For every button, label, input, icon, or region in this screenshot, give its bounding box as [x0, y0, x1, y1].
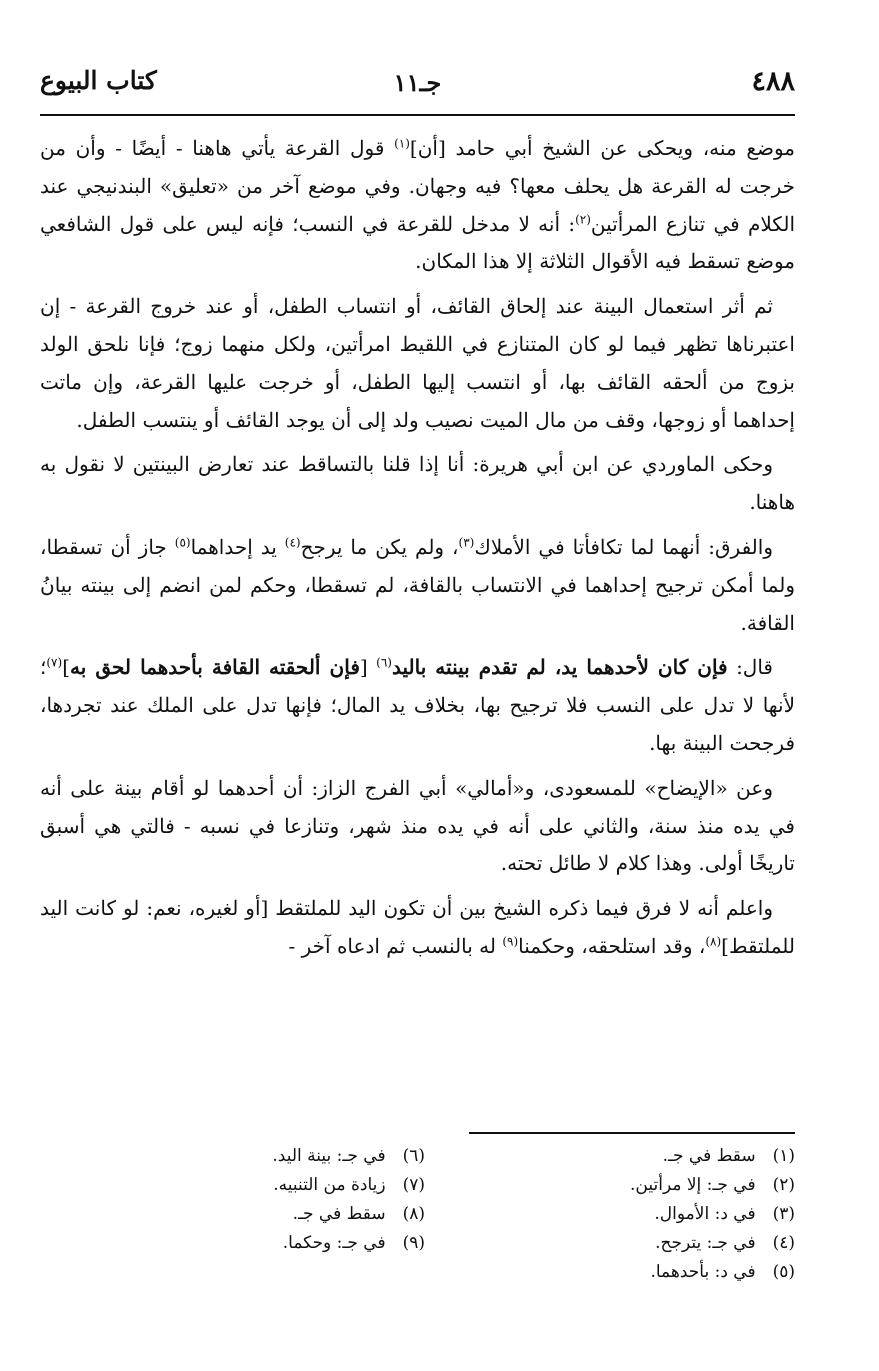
footnote-5: [455, 1258, 795, 1287]
footnote-number: (٧): [402, 1175, 425, 1195]
text-run: قول القرعة يأتي هاهنا - أيضًا - وأن من خرجت له القرعة هل يحلف معها؟ فيه وجهان. وفي موضع آخر من «تعليق» البندنيجي عند الكلام في تنازع المرأتين: [40, 136, 795, 236]
footnote-ref-7: (٧): [46, 655, 63, 670]
footnote-text: في د: الأموال.: [654, 1204, 756, 1224]
footnote-number: (٦): [402, 1146, 425, 1166]
footnote-ref-3: (٣): [458, 535, 475, 550]
matn-bold-1: فإن كان لأحدهما يد، لم تقدم بينته باليد: [391, 655, 728, 680]
footnote-rule: [469, 1132, 795, 1134]
footnotes-column-right: [455, 1142, 795, 1287]
footnote-number: (٥): [772, 1262, 795, 1282]
text-run: [: [359, 655, 377, 680]
footnote-4: [455, 1229, 795, 1258]
footnote-text: في جـ: بينة اليد.: [272, 1146, 386, 1166]
footnote-ref-4: (٤): [284, 535, 301, 550]
page-number: ٤٨٨: [751, 66, 795, 97]
text-run: جاز أن تسقطا، ولما أمكن ترجيح إحداهما في الانتساب بالقافة، لم تسقطا، وحكم لمن انضم إلى بينته بيانُ القافة.: [40, 534, 795, 635]
main-text: [40, 130, 795, 973]
volume-number: جـ١١: [393, 68, 442, 97]
page-header: [40, 62, 795, 104]
footnote-text: في جـ: وحكما.: [282, 1233, 386, 1253]
footnote-ref-1: (١): [394, 136, 410, 151]
text-run: موضع منه، ويحكى عن الشيخ أبي حامد [أن]: [409, 136, 795, 160]
footnote-ref-9: (٩): [502, 934, 519, 949]
footnote-3: [455, 1200, 795, 1229]
text-run: يد إحداهما: [190, 534, 285, 559]
paragraph-2: ثم أثر استعمال البينة عند إلحاق القائف، أو انتساب الطفل، أو عند خروج القرعة - إن اعتبرناها تظهر فيما لو كان المتنازع في اللقيط امرأتين، ولكل منهما زوج؛ فإنا نلحق الولد بزوج من ألحقه القائف بها، أو انتسب إليها الطفل، أو خرجت عليها القرعة، وإن ماتت إحداهما أو زوجها، وقف من مال الميت نصيب ولد إلى أن يوجد القائف أو ينتسب الطفل.: [40, 294, 795, 432]
paragraph-5: [40, 649, 795, 762]
footnote-number: (١): [772, 1146, 795, 1166]
paragraph-4: [40, 529, 795, 642]
footnote-number: (٣): [772, 1204, 795, 1224]
text-run: : أنه لا مدخل للقرعة في النسب؛ فإنه ليس على قول الشافعي موضع تسقط فيه الأقوال الثلاثة إلا هذا المكان.: [40, 211, 795, 274]
footnote-ref-8: (٨): [705, 934, 722, 949]
footnote-number: (٩): [402, 1233, 425, 1253]
footnote-ref-2: (٢): [575, 211, 591, 226]
footnote-text: زيادة من التنبيه.: [273, 1175, 386, 1195]
footnote-text: في جـ: إلا مرأتين.: [630, 1175, 756, 1195]
footnote-1: [455, 1142, 795, 1171]
paragraph-1: [40, 130, 795, 281]
matn-bold-2: فإن ألحقته القافة بأحدهما لحق به: [70, 655, 360, 680]
text-run: قال:: [727, 655, 773, 680]
footnote-6: [85, 1142, 425, 1171]
footnote-number: (٢): [772, 1175, 795, 1195]
paragraph-7: [40, 890, 795, 966]
paragraph-6: وعن «الإيضاح» للمسعودى، و«أمالي» أبي الفرج الزاز: أن أحدهما لو أقام بينة على أنه في يده منذ سنة، والثاني على أنه في يده منذ شهر، وتنازعا في نسبه - فالتي هي أسبق تاريخًا أولى. وهذا كلام لا طائل تحته.: [40, 775, 795, 876]
footnote-ref-6: (٦): [376, 655, 392, 670]
text-run: ، ولم يكن ما يرجح: [300, 534, 459, 559]
footnote-text: في جـ: يترجح.: [655, 1233, 756, 1253]
text-run: له بالنسب ثم ادعاه آخر -: [288, 933, 503, 958]
text-run: ، وقد استلحقه، وحكمنا: [518, 933, 706, 958]
footnote-text: في د: بأحدهما.: [650, 1262, 756, 1282]
footnote-2: [455, 1171, 795, 1200]
text-run: والفرق: أنهما لما تكافأتا في الأملاك: [474, 534, 773, 559]
paragraph-3: وحكى الماوردي عن ابن أبي هريرة: أنا إذا قلنا بالتساقط عند تعارض البينتين لا نقول به هاهنا.: [40, 452, 795, 515]
footnote-9: [85, 1229, 425, 1258]
footnote-text: سقط في جـ.: [292, 1204, 386, 1224]
footnote-7: [85, 1171, 425, 1200]
text-run: واعلم أنه لا فرق فيما ذكره الشيخ بين أن تكون اليد للملتقط [أو لغيره، نعم: لو كانت اليد للملتقط]: [40, 896, 795, 958]
footnotes-column-left: [85, 1142, 425, 1258]
header-rule: [40, 114, 795, 116]
text-run: ؛ لأنها لا تدل على النسب فلا ترجيح بها، بخلاف يد المال؛ فإنها تدل على الملك عند تجردها، فرجحت البينة بها.: [40, 655, 795, 755]
footnote-8: [85, 1200, 425, 1229]
running-title: كتاب البيوع: [40, 66, 157, 95]
footnote-ref-5: (٥): [174, 535, 191, 550]
footnote-number: (٤): [772, 1233, 795, 1253]
footnote-number: (٨): [402, 1204, 425, 1224]
footnote-text: سقط في جـ.: [662, 1146, 756, 1166]
text-run: ]: [62, 655, 70, 680]
